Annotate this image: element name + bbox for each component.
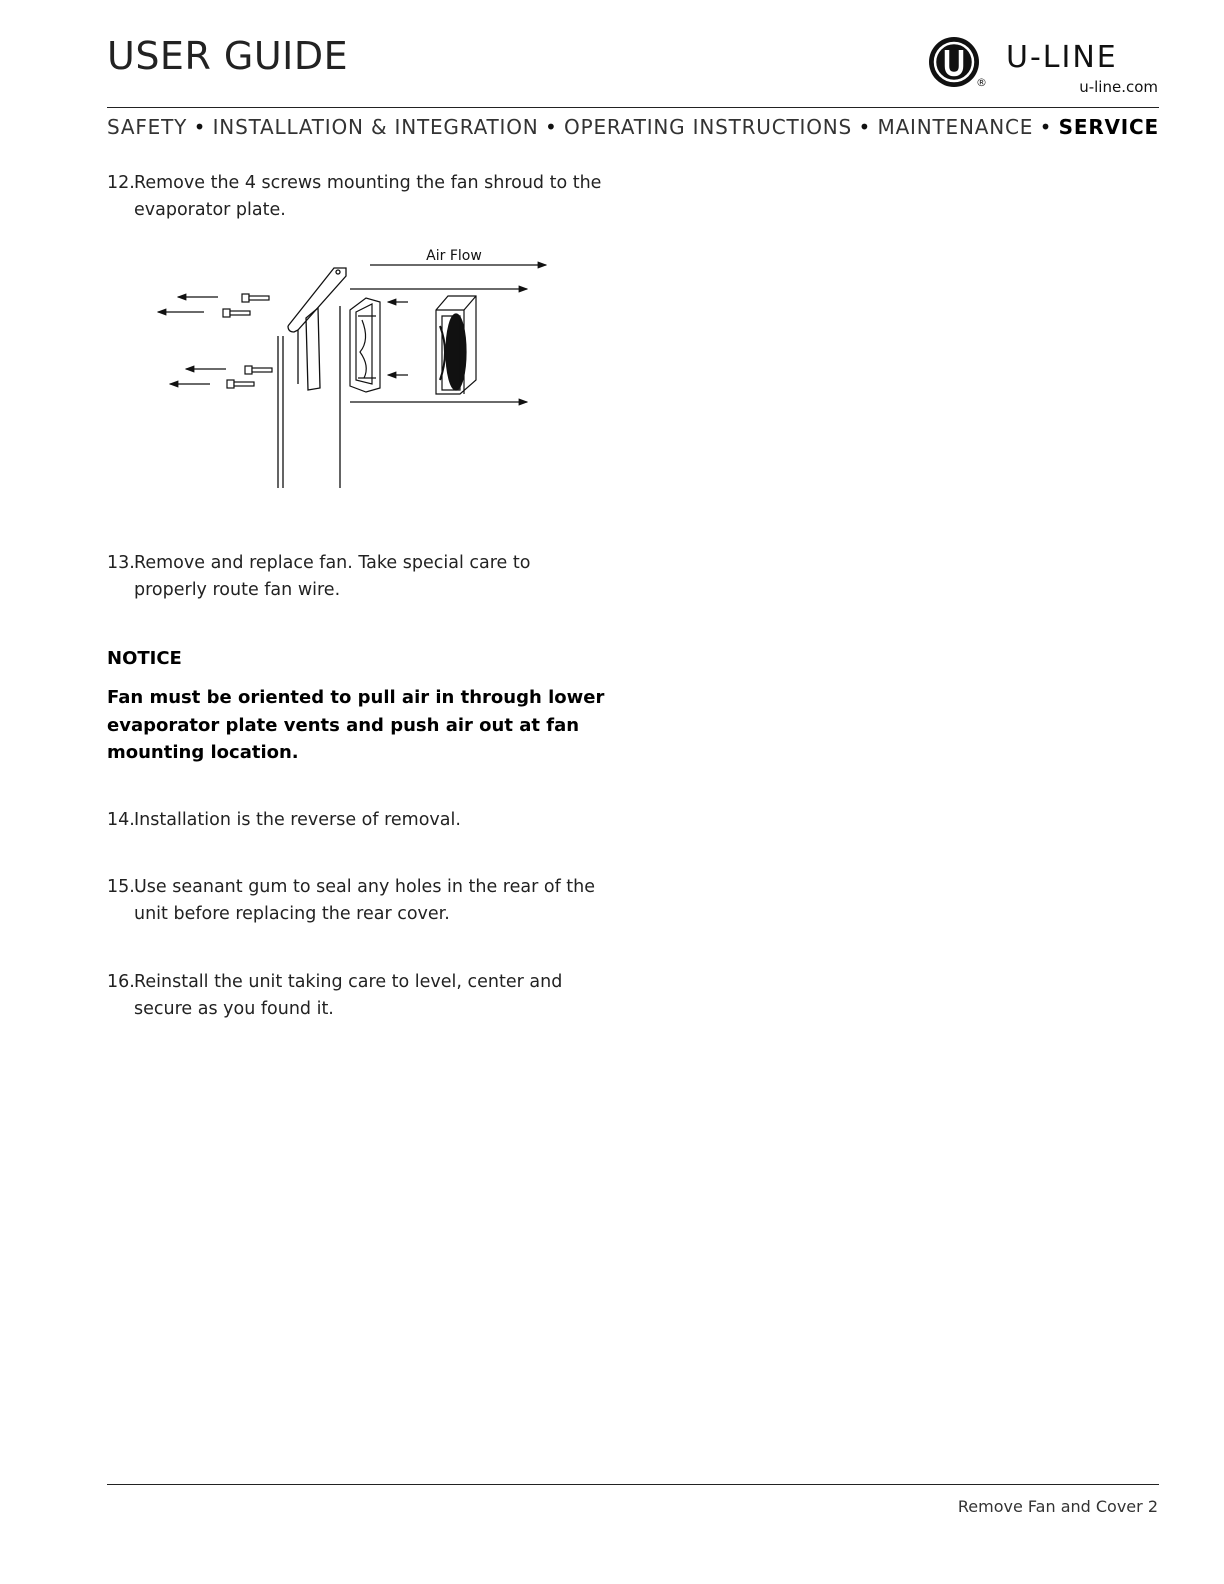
step-text: Remove and replace fan. Take special care to properly route fan wire. <box>134 553 531 600</box>
step-12 <box>107 170 607 224</box>
step-number: 14. <box>107 810 135 830</box>
step-text: Reinstall the unit taking care to level, center and secure as you found it. <box>134 972 563 1019</box>
step-16 <box>107 969 607 1023</box>
brand-url[interactable]: u-line.com <box>1079 78 1158 96</box>
airflow-label: Air Flow <box>426 248 482 264</box>
brand-logo <box>928 36 1160 96</box>
step-13 <box>107 550 607 604</box>
footer-divider <box>107 1484 1159 1485</box>
brand-wordmark: U-LINE <box>1006 40 1118 75</box>
fan-shroud <box>436 296 476 394</box>
nav-item-maintenance[interactable]: MAINTENANCE <box>877 115 1034 139</box>
step-number: 13. <box>107 553 135 573</box>
fan-unit <box>350 298 408 392</box>
notice-body: Fan must be oriented to pull air in through lower evaporator plate vents and push air out at fan mounting location. <box>107 687 605 763</box>
nav-item-installation[interactable]: INSTALLATION & INTEGRATION <box>212 115 539 139</box>
step-text: Use seanant gum to seal any holes in the rear of the unit before replacing the rear cover. <box>134 877 596 924</box>
step-number: 16. <box>107 972 135 992</box>
step-text: Remove the 4 screws mounting the fan shroud to the evaporator plate. <box>134 173 602 220</box>
evaporator-plate <box>278 268 346 488</box>
notice-heading: NOTICE <box>107 648 182 669</box>
step-text: Installation is the reverse of removal. <box>134 810 461 830</box>
nav-separator: • <box>858 115 872 139</box>
nav-item-safety[interactable]: SAFETY <box>107 115 188 139</box>
nav-item-service[interactable]: SERVICE <box>1058 115 1159 139</box>
step-15 <box>107 874 607 928</box>
screws-group <box>158 294 272 388</box>
nav-separator: • <box>193 115 207 139</box>
step-14 <box>107 807 607 834</box>
page-title: USER GUIDE <box>107 34 349 78</box>
footer-page-label: Remove Fan and Cover 2 <box>957 1497 1158 1516</box>
nav-item-operating[interactable]: OPERATING INSTRUCTIONS <box>564 115 853 139</box>
step-number: 15. <box>107 877 135 897</box>
nav-separator: • <box>545 115 558 139</box>
header-divider <box>107 107 1159 108</box>
registered-mark: ® <box>976 76 987 89</box>
nav-separator: • <box>1039 115 1053 139</box>
fan-removal-diagram <box>140 240 560 495</box>
step-number: 12. <box>107 173 135 193</box>
section-nav <box>107 113 1159 141</box>
